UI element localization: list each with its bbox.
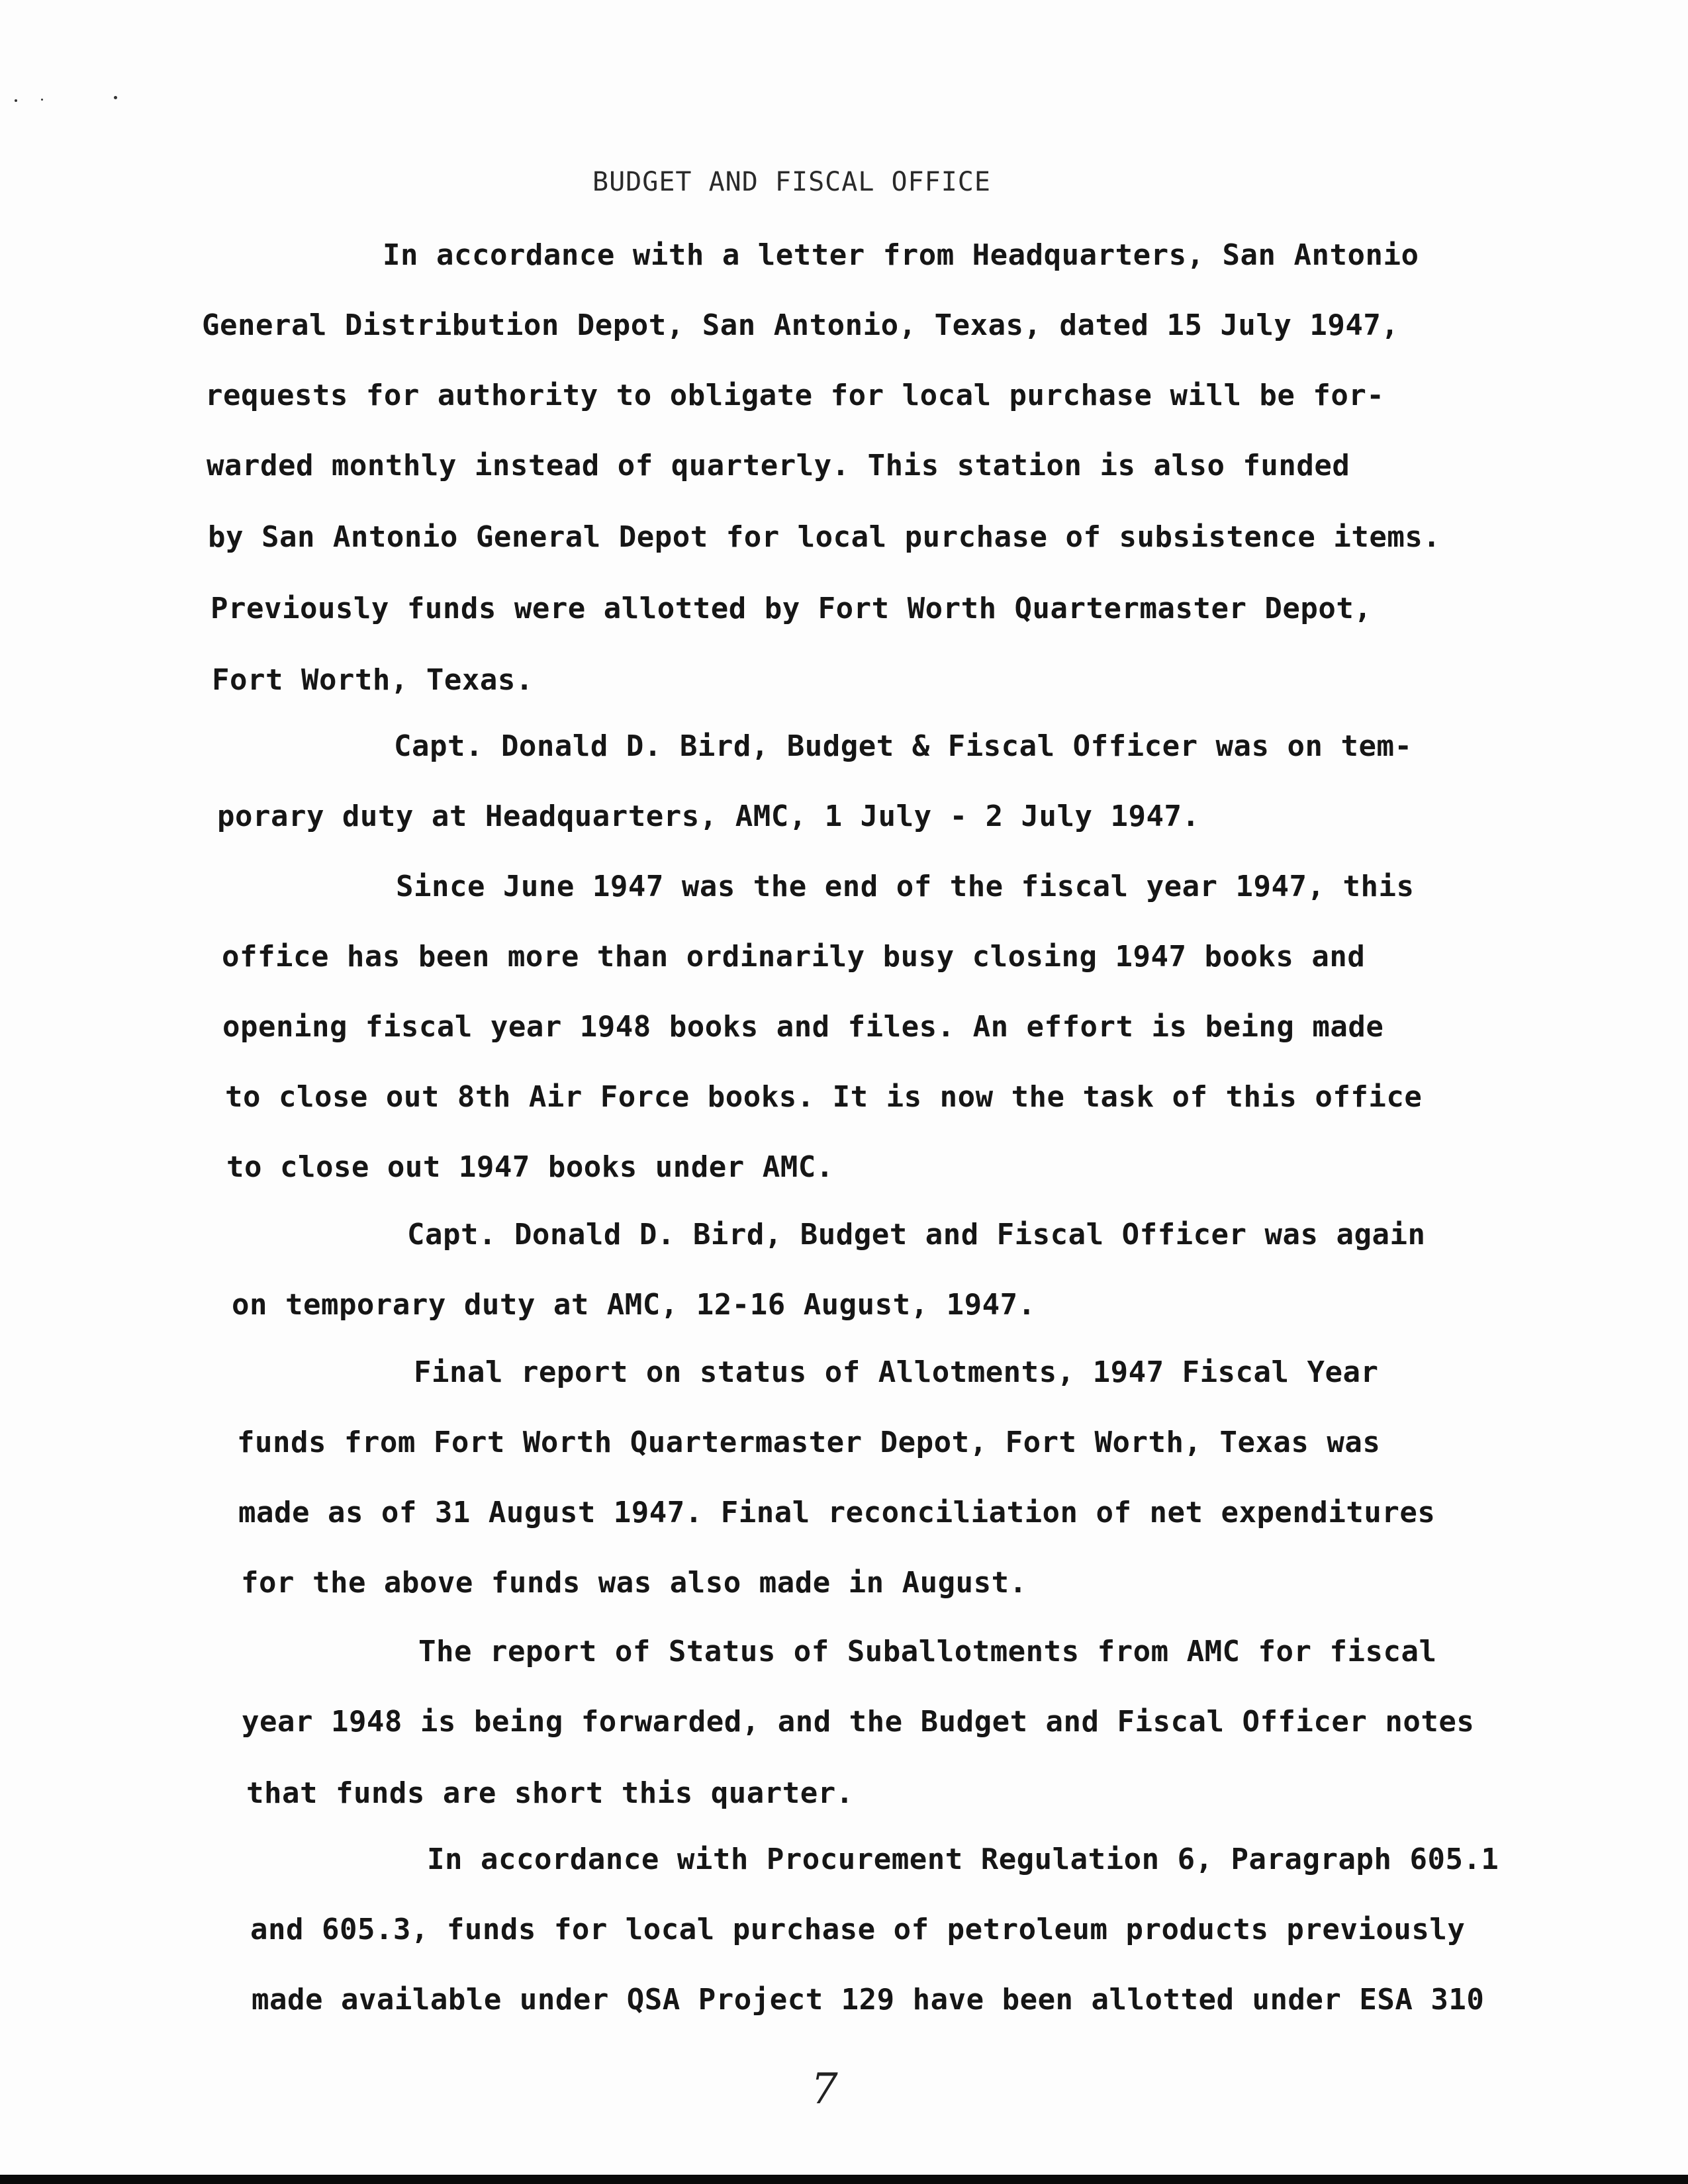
scan-speck: [114, 96, 117, 99]
text-line: porary duty at Headquarters, AMC, 1 July - 2 July 1947.: [217, 799, 1200, 833]
page-number: 7: [811, 2065, 838, 2114]
text-line: Previously funds were allotted by Fort Worth Quartermaster Depot,: [211, 592, 1372, 625]
text-line: for the above funds was also made in August.: [241, 1566, 1027, 1600]
text-line: In accordance with Procurement Regulation 6, Paragraph 605.1: [427, 1843, 1499, 1876]
text-line: made available under QSA Project 129 have been allotted under ESA 310: [252, 1983, 1485, 2017]
text-line: and 605.3, funds for local purchase of petroleum products previously: [250, 1913, 1466, 1946]
text-line: on temporary duty at AMC, 12-16 August, 1947.: [232, 1288, 1036, 1322]
text-line: by San Antonio General Depot for local purchase of subsistence items.: [208, 520, 1441, 554]
text-line: requests for authority to obligate for local purchase will be for-: [205, 379, 1385, 412]
text-line: that funds are short this quarter.: [246, 1776, 854, 1810]
text-line: Capt. Donald D. Bird, Budget & Fiscal Officer was on tem-: [394, 729, 1413, 763]
text-line: Final report on status of Allotments, 1947 Fiscal Year: [414, 1355, 1379, 1389]
text-line: Since June 1947 was the end of the fiscal year 1947, this: [396, 870, 1415, 903]
text-line: In accordance with a letter from Headquarters, San Antonio: [383, 238, 1419, 272]
text-line: Capt. Donald D. Bird, Budget and Fiscal Officer was again: [407, 1218, 1426, 1251]
text-line: warded monthly instead of quarterly. This station is also funded: [207, 449, 1350, 482]
text-line: The report of Status of Suballotments from AMC for fiscal: [418, 1635, 1437, 1668]
text-line: funds from Fort Worth Quartermaster Depot, Fort Worth, Texas was: [237, 1426, 1381, 1459]
scan-speck: [41, 99, 43, 101]
text-line: year 1948 is being forwarded, and the Budget and Fiscal Officer notes: [242, 1705, 1475, 1739]
text-line: opening fiscal year 1948 books and files. An effort is being made: [222, 1010, 1384, 1044]
page-title: BUDGET AND FISCAL OFFICE: [592, 167, 991, 197]
scan-bottom-edge: [0, 2175, 1688, 2184]
text-line: to close out 1947 books under AMC.: [226, 1150, 834, 1184]
text-line: made as of 31 August 1947. Final reconciliation of net expenditures: [238, 1496, 1436, 1529]
scan-speck: [15, 99, 17, 102]
text-line: office has been more than ordinarily busy closing 1947 books and: [222, 940, 1366, 974]
text-line: Fort Worth, Texas.: [212, 663, 534, 697]
text-line: to close out 8th Air Force books. It is now the task of this office: [225, 1080, 1423, 1114]
text-line: General Distribution Depot, San Antonio, Texas, dated 15 July 1947,: [202, 308, 1399, 342]
